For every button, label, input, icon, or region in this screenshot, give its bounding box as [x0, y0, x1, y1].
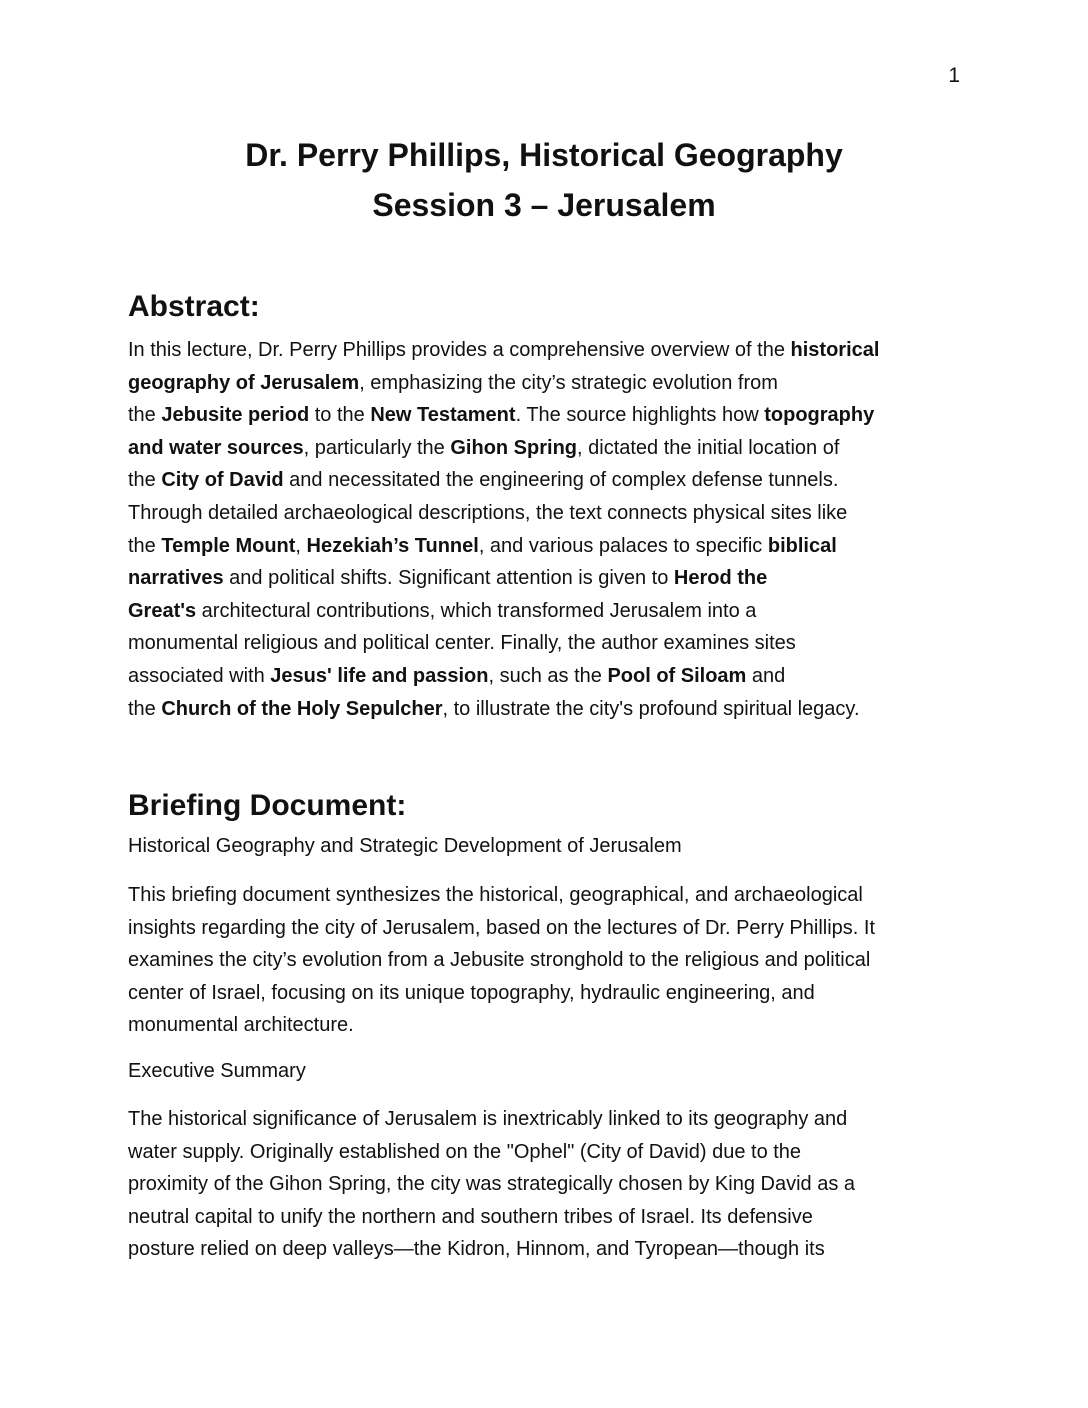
document-title	[0, 130, 1088, 230]
text-line	[128, 1103, 968, 1136]
bold-text-run: Hezekiah’s Tunnel	[306, 534, 479, 557]
text-run: to the	[309, 404, 371, 427]
text-run: , emphasizing the city’s strategic evolution from	[359, 371, 778, 394]
text-line	[128, 497, 968, 530]
bold-text-run: topography	[764, 404, 875, 427]
bold-text-run: Great's	[128, 599, 197, 622]
bold-text-run: and water sources	[128, 436, 304, 459]
text-line	[128, 595, 968, 628]
text-line	[128, 1168, 968, 1201]
bold-text-run: narratives	[128, 567, 224, 590]
text-line	[128, 399, 968, 432]
text-run: In this lecture, Dr. Perry Phillips provides a comprehensive overview of the	[128, 339, 791, 361]
text-line	[128, 367, 968, 400]
page-number: 1	[948, 64, 960, 87]
text-line	[128, 693, 968, 726]
bold-text-run: Church of the Holy Sepulcher	[161, 697, 443, 720]
text-run: monumental religious and political center. Finally, the author examines sites	[128, 632, 796, 655]
text-run: and political shifts. Significant attention is given to	[223, 567, 674, 590]
text-run: monumental architecture.	[128, 1014, 354, 1037]
bold-text-run: historical	[790, 339, 880, 361]
bold-text-run: Jebusite period	[161, 404, 310, 427]
bold-text-run: geography of Jerusalem	[128, 371, 360, 394]
text-line	[128, 944, 968, 977]
bold-text-run: Temple Mount	[161, 534, 296, 557]
text-run: , and various palaces to specific	[478, 534, 768, 557]
text-run: insights regarding the city of Jerusalem, based on the lectures of Dr. Perry Phillips. It	[128, 916, 876, 939]
text-run: architectural contributions, which transformed Jerusalem into a	[196, 599, 757, 622]
text-run: Through detailed archaeological descriptions, the text connects physical sites like	[128, 501, 848, 524]
text-run: . The source highlights how	[515, 404, 765, 427]
text-line	[128, 1201, 968, 1234]
abstract-heading: Abstract:	[128, 290, 260, 323]
text-line	[128, 879, 968, 912]
text-run: This briefing document synthesizes the historical, geographical, and archaeological	[128, 884, 863, 906]
text-run: , to illustrate the city's profound spiritual legacy.	[442, 697, 860, 720]
text-line	[128, 464, 968, 497]
bold-text-run: City of David	[161, 469, 284, 492]
text-run: ,	[295, 534, 307, 557]
text-run: posture relied on deep valleys—the Kidron, Hinnom, and Tyropean—though its	[128, 1238, 825, 1261]
text-run: proximity of the Gihon Spring, the city was strategically chosen by King David as a	[128, 1173, 856, 1196]
briefing-intro-paragraph	[128, 879, 968, 1042]
text-line	[128, 530, 968, 563]
text-line	[128, 1136, 968, 1169]
text-run: and	[746, 664, 786, 687]
bold-text-run: Gihon Spring	[450, 436, 578, 459]
bold-text-run: Jesus' life and passion	[270, 664, 489, 687]
bold-text-run: Herod the	[673, 567, 768, 590]
text-run: the	[128, 697, 162, 720]
bold-text-run: Pool of Siloam	[607, 664, 747, 687]
title-line-2: Session 3 – Jerusalem	[372, 187, 716, 223]
briefing-heading: Briefing Document:	[128, 789, 407, 822]
text-run: associated with	[128, 664, 271, 687]
text-line	[128, 562, 968, 595]
title-line-1: Dr. Perry Phillips, Historical Geography	[245, 137, 843, 173]
text-line	[128, 912, 968, 945]
executive-summary-paragraph	[128, 1103, 968, 1266]
bold-text-run: biblical	[767, 534, 837, 557]
text-run: the	[128, 469, 162, 492]
text-run: the	[128, 404, 162, 427]
text-line	[128, 1233, 968, 1266]
text-line	[128, 1009, 968, 1042]
text-run: , such as the	[488, 664, 608, 687]
text-line	[128, 977, 968, 1010]
text-run: examines the city’s evolution from a Jebusite stronghold to the religious and political	[128, 949, 871, 972]
text-run: , particularly the	[303, 436, 451, 459]
briefing-subtitle: Historical Geography and Strategic Development of Jerusalem	[128, 835, 682, 857]
text-line	[128, 627, 968, 660]
text-line	[128, 334, 968, 367]
text-line	[128, 432, 968, 465]
text-run: and necessitated the engineering of complex defense tunnels.	[283, 469, 839, 492]
executive-summary-heading: Executive Summary	[128, 1060, 306, 1082]
bold-text-run: New Testament	[370, 404, 516, 427]
text-line	[128, 660, 968, 693]
abstract-paragraph	[128, 334, 968, 725]
text-run: water supply. Originally established on the "Ophel" (City of David) due to the	[128, 1140, 802, 1163]
text-run: center of Israel, focusing on its unique topography, hydraulic engineering, and	[128, 981, 815, 1004]
text-run: , dictated the initial location of	[577, 436, 840, 459]
text-run: The historical significance of Jerusalem is inextricably linked to its geography and	[128, 1108, 848, 1130]
text-run: the	[128, 534, 162, 557]
text-run: neutral capital to unify the northern and southern tribes of Israel. Its defensive	[128, 1205, 813, 1228]
